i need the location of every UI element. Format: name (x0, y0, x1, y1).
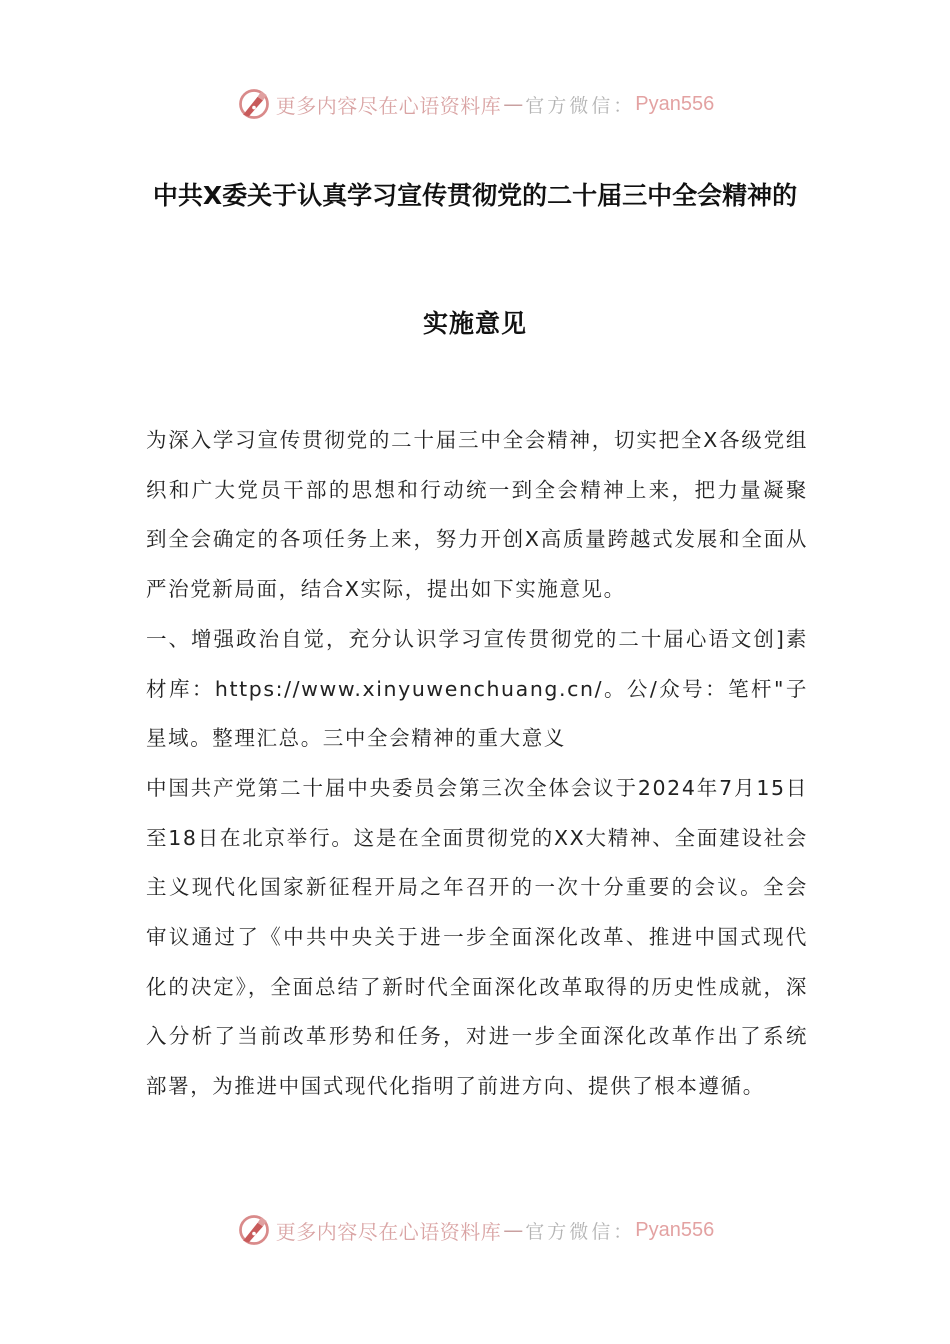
body-paragraph: 中国共产党第二十届中央委员会第三次全体会议于2024年7月15日至18日在北京举行。这是在全面贯彻党的XX大精神、全面建设社会主义现代化国家新征程开局之年召开的一次十分重要的会议。全会审议通过了《中共中央关于进一步全面深化改革、推进中国式现代化的决定》，全面总结了新时代全面深化改革取得的历史性成就，深入分析了当前改革形势和任务，对进一步全面深化改革作出了系统部署，为推进中国式现代化指明了前进方向、提供了根本遵循。 (146, 775, 808, 1099)
watermark-wechat-id: Pyan556 (635, 1218, 715, 1241)
watermark-sub-text: 官方微信： (525, 1220, 636, 1243)
header-watermark (0, 84, 950, 124)
watermark-dash: — (503, 92, 524, 116)
body-paragraph: 为深入学习宣传贯彻党的二十届三中全会精神，切实把全X各级党组织和广大党员干部的思想和行动统一到全会精神上来，把力量凝聚到全会确定的各项任务上来，努力开创X高质量跨越式发展和全面从严治党新局面，结合X实际，提出如下实施意见。 (146, 428, 808, 602)
pen-nib-logo-icon (236, 86, 272, 122)
body-paragraph: 一、增强政治自觉，充分认识学习宣传贯彻党的二十届心语文创]素材库：https://www.xinyuwenchuang.cn/。公/众号：笔杆"子星域。整理汇总。三中全会精神的重大意义 (146, 626, 808, 751)
watermark-main-text: 更多内容尽在心语资料库 (275, 93, 502, 118)
footer-watermark (0, 1210, 950, 1250)
watermark-wechat-id: Pyan556 (635, 92, 715, 115)
pen-nib-logo-icon (236, 1212, 272, 1248)
watermark-main-text: 更多内容尽在心语资料库 (275, 1219, 502, 1244)
watermark-sub-text: 官方微信： (525, 94, 636, 117)
document-body (146, 416, 808, 1112)
document-title-line1: 中共X委关于认真学习宣传贯彻党的二十届三中全会精神的 (152, 181, 798, 210)
document-title-line2: 实施意见 (422, 309, 527, 338)
watermark-dash: — (503, 1218, 524, 1242)
